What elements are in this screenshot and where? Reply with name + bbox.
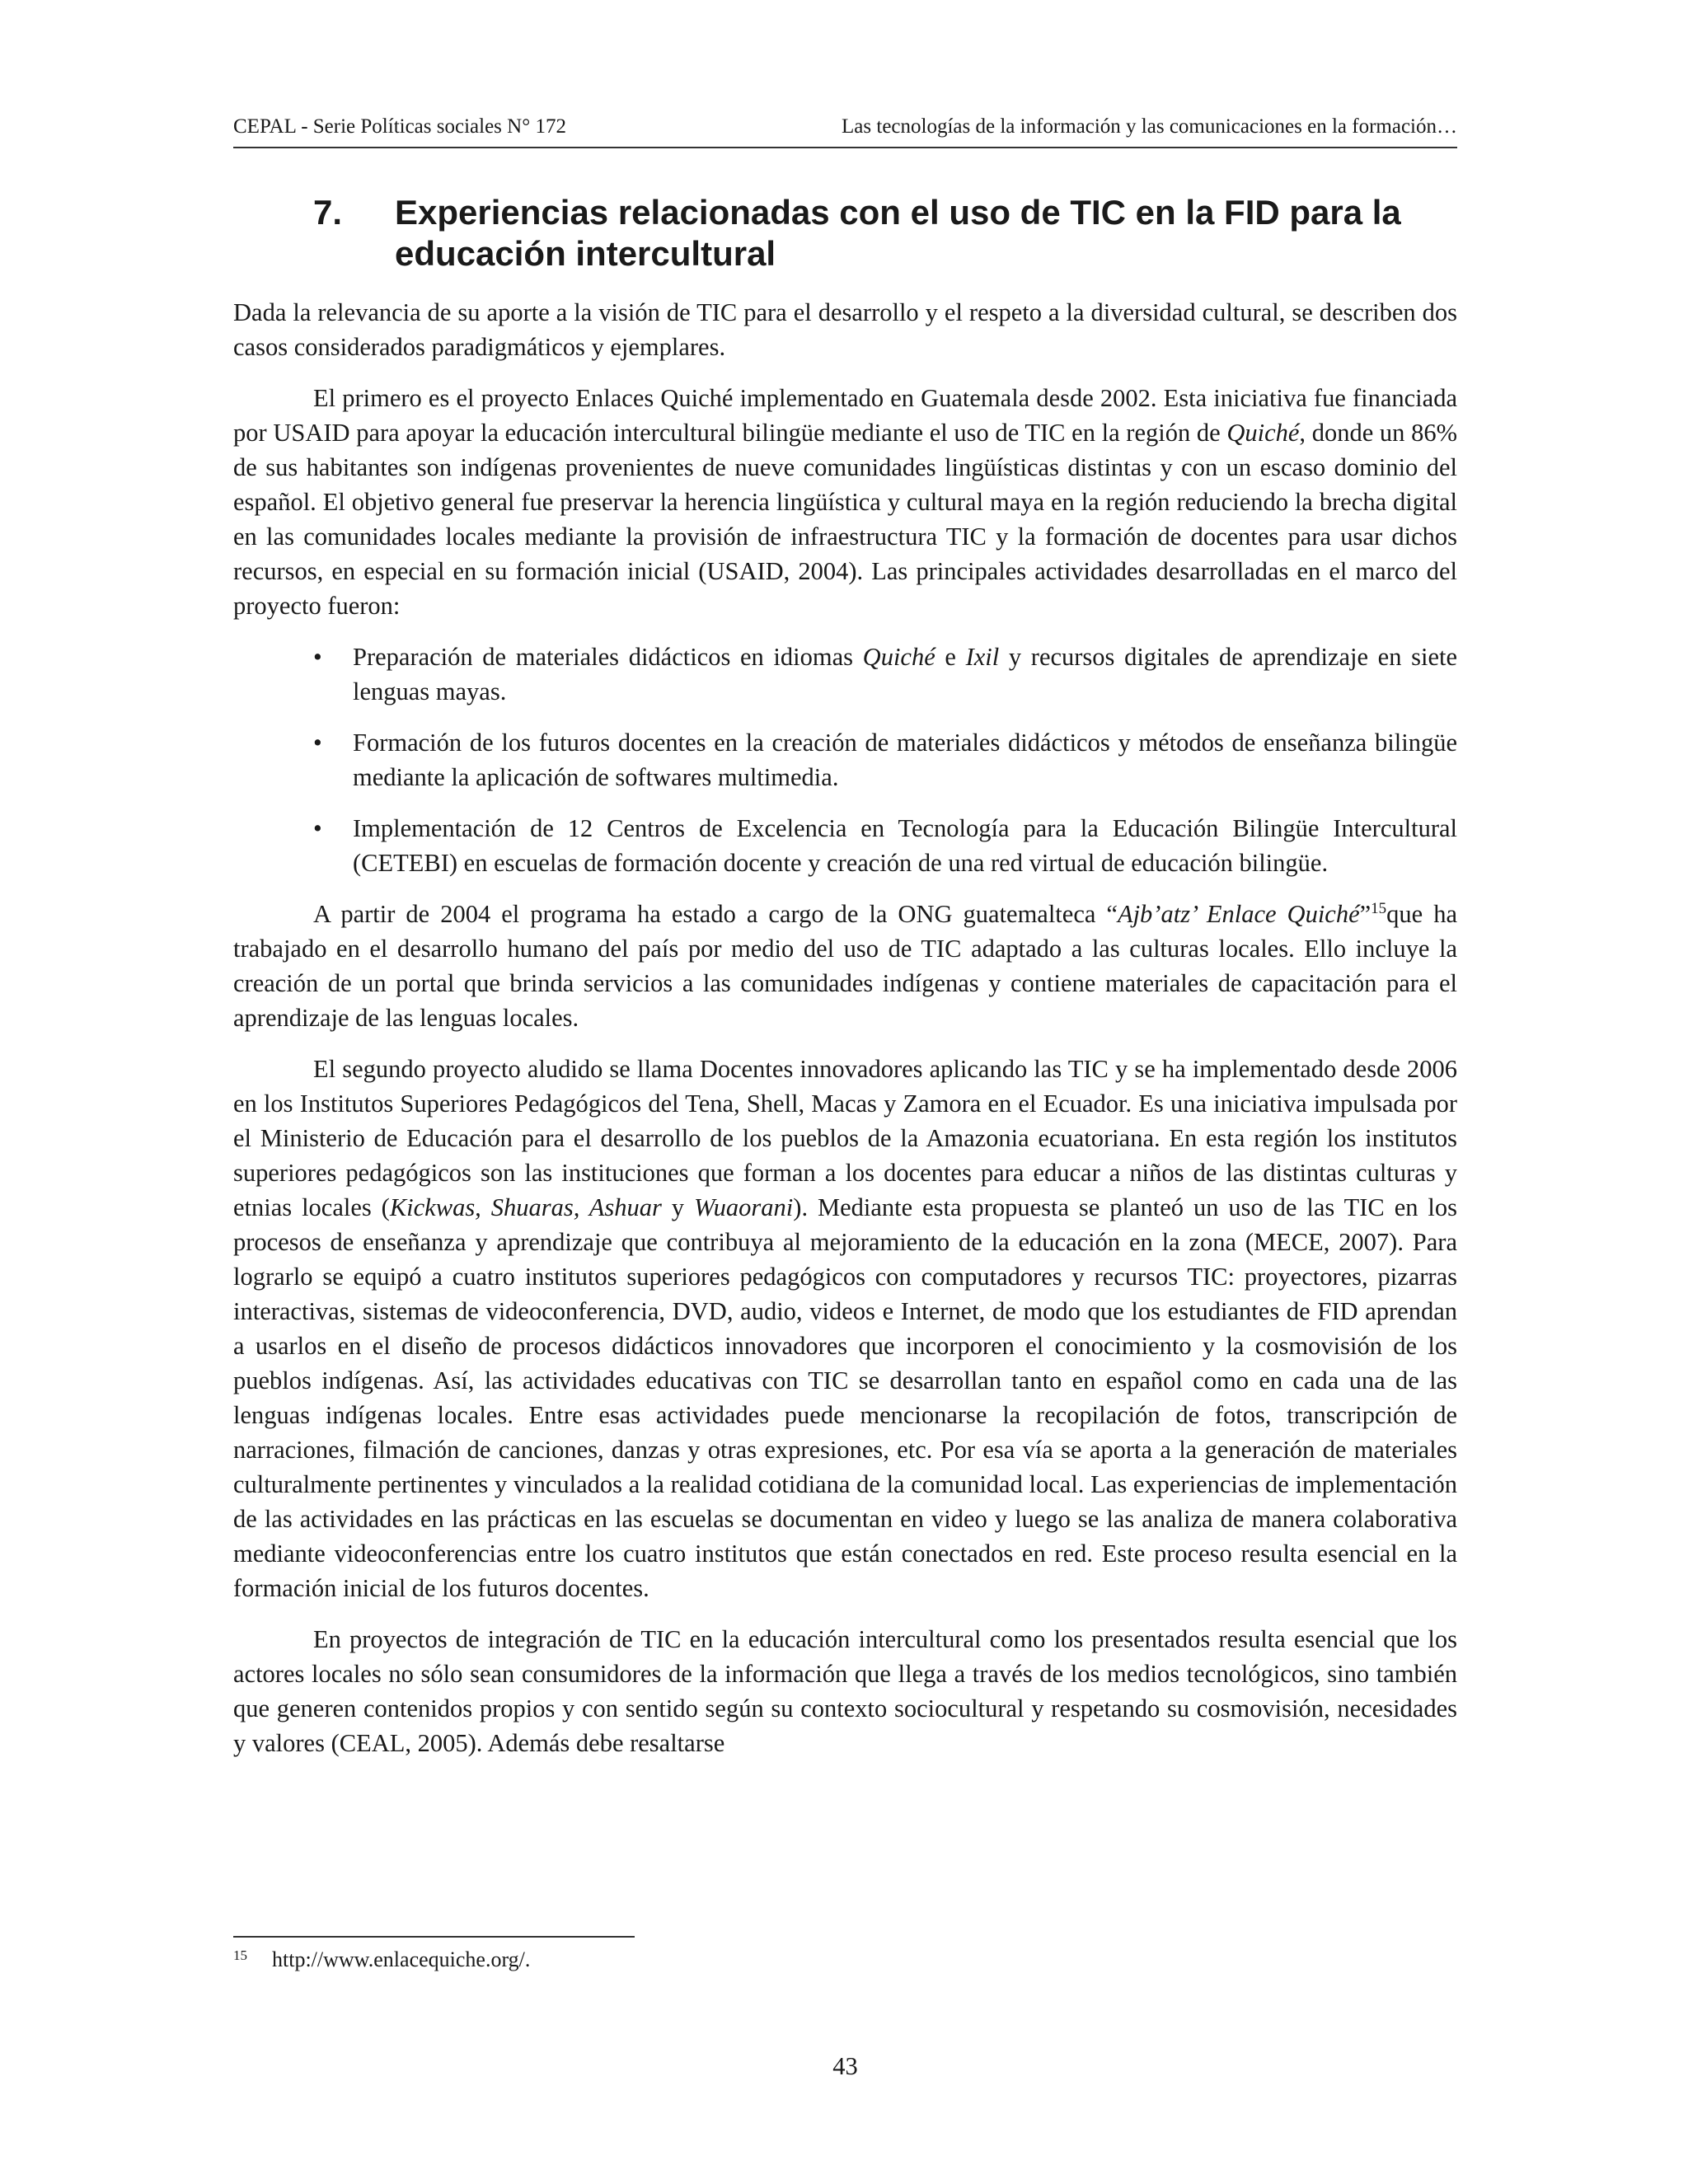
p2-text-b: , donde un 86% de sus habitantes son indígenas provenientes de nueve comunidades lingüísticas distintas y con un escaso dominio del español. El objetivo general fue preservar la herencia lingüística y cultural maya en la región reduciendo la brecha digital en las comunidades locales mediante la provisión de infraestructura TIC y la formación de docentes para usar dichos recursos, en especial en su formación inicial (USAID, 2004). Las principales actividades desarrolladas en el marco del proyecto fueron: [233, 419, 1457, 620]
p4-waorani: Wuaorani [693, 1193, 794, 1221]
section-heading [313, 192, 1459, 274]
footnote [233, 1947, 530, 1973]
footnote-rule [233, 1936, 635, 1938]
activities-list [233, 640, 1457, 880]
footnote-ref: 15 [1371, 899, 1387, 917]
list-item [233, 640, 1457, 709]
header-rule [233, 147, 1457, 148]
section-title: Experiencias relacionadas con el uso de TIC en la FID para la educación intercultural [395, 193, 1401, 273]
p4-peoples: Kickwas, Shuaras, Ashuar [389, 1193, 662, 1221]
list-item [233, 811, 1457, 880]
b1-text-e: e [935, 643, 966, 671]
document-page [233, 0, 1457, 2184]
list-item [233, 725, 1457, 794]
bullet-icon: • [313, 729, 322, 757]
b1-text-b: y recursos digitales de aprendizaje en siete lenguas mayas. [353, 643, 1458, 705]
p2-text-a: El primero es el proyecto Enlaces Quiché implementado en Guatemala desde 2002. Esta iniciativa fue financiada por USAID para apoyar la educación intercultural bilingüe mediante el uso de TIC en la región de [233, 384, 1457, 447]
paragraph-enlaces-quiche [233, 381, 1457, 623]
b1-ixil: Ixil [965, 643, 1000, 671]
paragraph-integration: En proyectos de integración de TIC en la educación intercultural como los presentados resulta esencial que los actores locales no sólo sean consumidores de la información que llega a través de los medios tecnológicos, sino también que generen contenidos propios y con sentido según su contexto sociocultural y respetando su cosmovisión, necesidades y valores (CEAL, 2005). Además debe resaltarse [233, 1625, 1457, 1757]
p3-close-quote: ” [1359, 900, 1372, 928]
p2-quiche: Quiché [1226, 419, 1300, 447]
p3-org-name: Ajb’atz’ Enlace Quiché [1117, 900, 1360, 928]
running-header [233, 115, 1457, 139]
p4-text-b: ). Mediante esta propuesta se planteó un uso de las TIC en los procesos de enseñanza y aprendizaje que contribuya al mejoramiento de la educación en la zona (MECE, 2007). Para lograrlo se equipó a cuatro institutos superiores pedagógicos con computadores y recursos TIC: proyectores, pizarras interactivas, sistemas de videoconferencia, DVD, audio, videos e Internet, de modo que los estudiantes de FID aprendan a usarlos en el diseño de procesos didácticos innovadores que incorporen el conocimiento y la cosmovisión de los pueblos indígenas. Así, las actividades educativas con TIC se desarrollan tanto en español como en cada una de las lenguas indígenas locales. Entre esas actividades puede mencionarse la recopilación de fotos, transcripción de narraciones, filmación de canciones, danzas y otras expresiones, etc. Por esa vía se aporta a la generación de materiales culturalmente pertinentes y vinculados a la realidad cotidiana de la comunidad local. Las experiencias de implementación de las actividades en las prácticas en las escuelas se documentan en video y luego se las analiza de manera colaborativa mediante videoconferencias entre los cuatro institutos que están conectados en red. Este proceso resulta esencial en la formación inicial de los futuros docentes. [233, 1193, 1457, 1602]
header-series: CEPAL - Serie Políticas sociales N° 172 [233, 115, 566, 138]
p3-text-b: que ha trabajado en el desarrollo humano del país por medio del uso de TIC adaptado a las culturas locales. Ello incluye la creación de un portal que brinda servicios a las comunidades indígenas y contiene materiales de capacitación para el aprendizaje de las lenguas locales. [233, 900, 1458, 1032]
footnote-number: 15 [233, 1947, 247, 1963]
page-number: 43 [832, 2052, 858, 2080]
paragraph-ajbatz [233, 897, 1457, 1035]
p3-text-a: A partir de 2004 el programa ha estado a cargo de la ONG guatemalteca “ [313, 900, 1118, 928]
p4-text-a: El segundo proyecto aludido se llama Docentes innovadores aplicando las TIC y se ha implementado desde 2006 en los Institutos Superiores Pedagógicos del Tena, Shell, Macas y Zamora en el Ecuador. Es una iniciativa impulsada por el Ministerio de Educación para el desarrollo de los pueblos de la Amazonia ecuatoriana. En esta región los institutos superiores pedagógicos son las instituciones que forman a los docentes para educar a niños de las distintas culturas y etnias locales ( [233, 1055, 1457, 1221]
body-text [233, 295, 1457, 1777]
header-title: Las tecnologías de la información y las comunicaciones en la formación… [842, 115, 1457, 138]
b1-quiche: Quiché [862, 643, 935, 671]
paragraph-docentes-innovadores [233, 1052, 1457, 1605]
paragraph-intro: Dada la relevancia de su aporte a la visión de TIC para el desarrollo y el respeto a la diversidad cultural, se describen dos casos considerados paradigmáticos y ejemplares. [233, 298, 1457, 361]
b3-text: Implementación de 12 Centros de Excelencia en Tecnología para la Educación Bilingüe Intercultural (CETEBI) en escuelas de formación docente y creación de una red virtual de educación bilingüe. [353, 814, 1457, 877]
b2-text: Formación de los futuros docentes en la creación de materiales didácticos y métodos de enseñanza bilingüe mediante la aplicación de softwares multimedia. [353, 729, 1457, 791]
b1-text-a: Preparación de materiales didácticos en idiomas [353, 643, 863, 671]
p4-text-y: y [661, 1193, 694, 1221]
bullet-icon: • [313, 814, 322, 842]
bullet-icon: • [313, 643, 322, 671]
section-number: 7. [313, 193, 343, 232]
footnote-text: http://www.enlacequiche.org/. [272, 1947, 531, 1971]
